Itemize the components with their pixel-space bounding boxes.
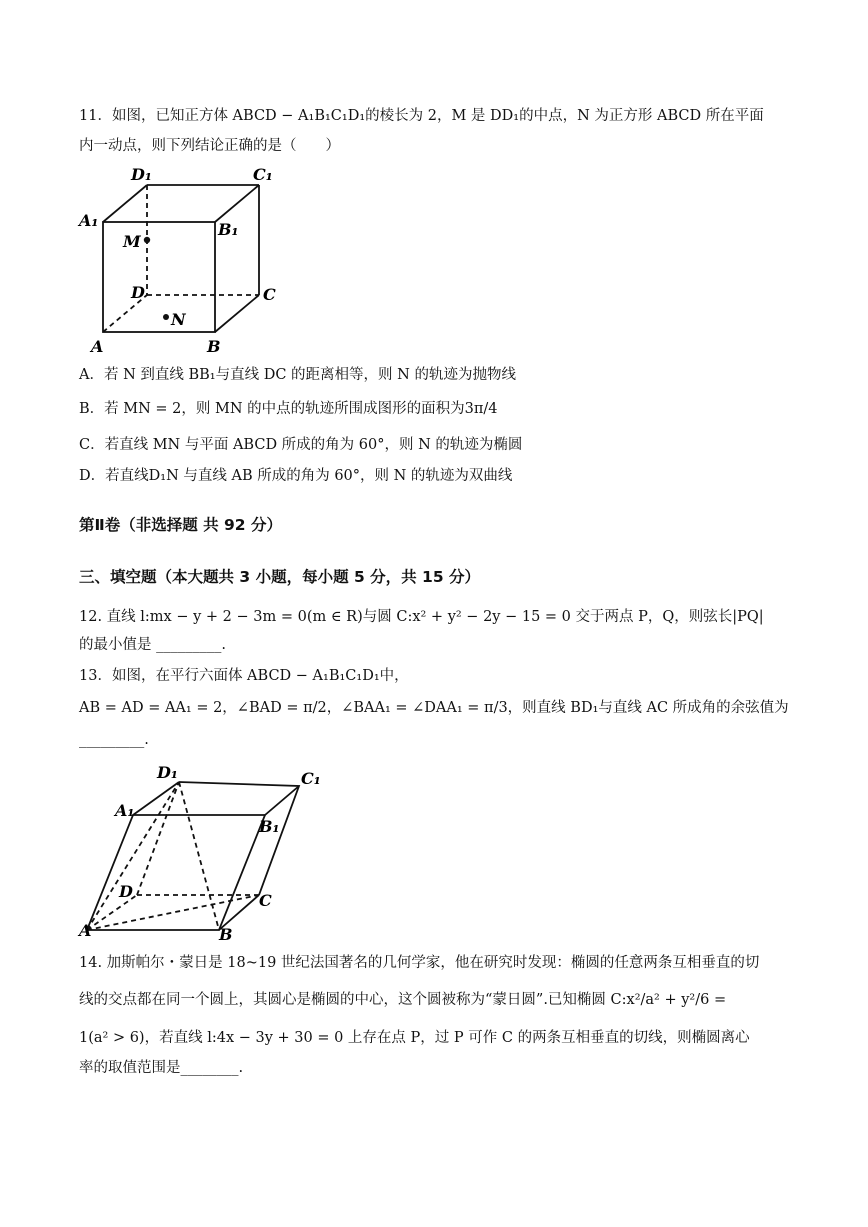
q11-option-c: C．若直线 MN 与平面 ABCD 所成的角为 60°，则 N 的轨迹为椭圆 [79,437,523,453]
label-d: D [119,882,133,901]
label-n: N [171,310,186,329]
label-c: C [263,285,276,304]
q13-stem-line3: _________. [79,732,149,748]
q14-stem-line3: 1(a² > 6)，若直线 l:4x − 3y + 30 = 0 上存在点 P，过 P 可作 C 的两条互相垂直的切线，则椭圆离心 [79,1030,750,1046]
label-c1: C₁ [301,769,321,788]
label-m: M [123,232,141,251]
q11-option-a: A．若 N 到直线 BB₁与直线 DC 的距离相等，则 N 的轨迹为抛物线 [79,367,516,383]
q12-stem-line2: 的最小值是 _________. [79,637,226,653]
q11-stem-line2: 内一动点，则下列结论正确的是（ ） [79,138,340,154]
q13-stem-line2: AB = AD = AA₁ = 2，∠BAD = π/2，∠BAA₁ = ∠DAA₁ = π/3，则直线 BD₁与直线 AC 所成角的余弦值为 [79,700,789,716]
q12-stem-line1: 12. 直线 l:mx − y + 2 − 3m = 0(m ∈ R)与圆 C:x² + y² − 2y − 15 = 0 交于两点 P，Q，则弦长|PQ| [79,609,764,625]
label-a: A [91,337,104,356]
point-n [163,314,169,320]
q11-option-d: D．若直线D₁N 与直线 AB 所成的角为 60°，则 N 的轨迹为双曲线 [79,468,513,484]
label-b: B [207,337,221,356]
section3-title: 三、填空题（本大题共 3 小题，每小题 5 分，共 15 分） [79,568,481,586]
label-a: A [79,921,92,940]
q11-stem-line1: 11．如图，已知正方体 ABCD − A₁B₁C₁D₁的棱长为 2，M 是 DD₁的中点，N 为正方形 ABCD 所在平面 [79,108,764,124]
label-a1: A₁ [115,801,135,820]
q13-stem-line1: 13．如图，在平行六面体 ABCD − A₁B₁C₁D₁中， [79,668,409,684]
q11-option-b: B．若 MN = 2，则 MN 的中点的轨迹所围成图形的面积为3π/4 [79,401,498,417]
label-b1: B₁ [218,220,239,239]
point-m [144,237,150,243]
label-c: C [259,891,272,910]
q14-stem-line1: 14. 加斯帕尔・蒙日是 18~19 世纪法国著名的几何学家，他在研究时发现：椭圆的任意两条互相垂直的切 [79,955,760,971]
q14-stem-line2: 线的交点都在同一个圆上，其圆心是椭圆的中心，这个圆被称为“蒙日圆”.已知椭圆 C:x²/a² + y²/6 = [79,992,727,1008]
label-a1: A₁ [79,211,99,230]
q14-stem-line4: 率的取值范围是________. [79,1060,244,1076]
section2-title: 第Ⅱ卷（非选择题 共 92 分） [79,516,282,534]
label-d1: D₁ [131,165,152,184]
label-c1: C₁ [253,165,273,184]
label-b1: B₁ [259,817,280,836]
parallelepiped-figure [75,758,345,943]
label-d: D [131,283,145,302]
cube-figure [75,162,295,357]
label-b: B [219,925,233,943]
label-d1: D₁ [157,763,178,782]
